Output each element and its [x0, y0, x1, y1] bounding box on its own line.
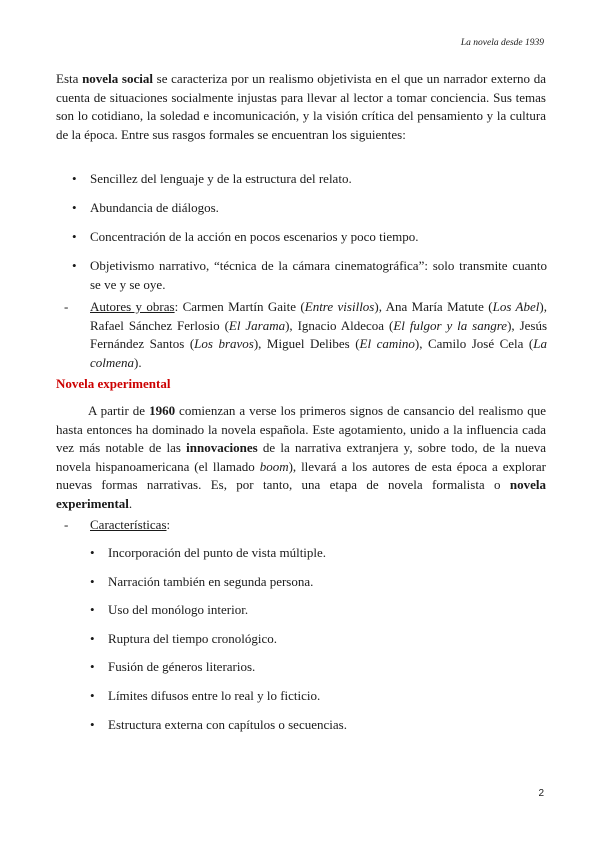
running-header: La novela desde 1939 [460, 38, 544, 48]
list-item: • Estructura externa con capítulos o secuencias. [90, 717, 347, 732]
list-item: • Narración también en segunda persona. [90, 574, 314, 589]
intro-paragraph: Esta novela social se caracteriza por un realismo objetivista en el que un narrador externo da cuenta de situaciones socialmente injustas para llevar al lector a tomar conciencia. Sus temas son lo cotidiano, la soledad e incomunicación, y la visión crítica del pensamiento y la cultura de la época. Entre sus rasgos formales se encuentran los siguientes: [56, 71, 546, 142]
section-heading: Novela experimental [56, 376, 171, 391]
list-item: • Incorporación del punto de vista múltiple. [90, 545, 327, 560]
list-item: • Abundancia de diálogos. [72, 200, 219, 215]
list-item: • Concentración de la acción en pocos escenarios y poco tiempo. [72, 229, 419, 244]
page-number: 2 [538, 788, 544, 799]
list-item: • Fusión de géneros literarios. [90, 659, 256, 674]
list-item: • Sencillez del lenguaje y de la estructura del relato. [72, 171, 352, 186]
list-item: • Uso del monólogo interior. [90, 602, 249, 617]
list-item: • Ruptura del tiempo cronológico. [90, 631, 277, 646]
list-item: • Límites difusos entre lo real y lo ficticio. [90, 688, 321, 703]
experimental-paragraph: A partir de 1960 comienzan a verse los primeros signos de cansancio del realismo que hasta entonces ha dominado la novela española. Este agotamiento, unido a la influencia cada vez más notable de las innovaciones de la narrativa extranjera y, sobre todo, de la nueva novela hispanoamericana (el llamado boom), llevará a los autores de esta época a explorar nuevas formas narrativas. Es, por tanto, una etapa de novela formalista o novela experimental. [56, 403, 547, 511]
features-label: - Características: [64, 517, 171, 532]
authors-item: - Autores y obras: Carmen Martín Gaite (Entre visillos), Ana María Matute (Los Abel), Rafael Sánchez Ferlosio (El Jarama), Ignacio Aldecoa (El fulgor y la sangre), Jesús Fernández Santos (Los bravos), Miguel Delibes (El camino), Camilo José Cela (La colmena). [64, 299, 548, 370]
list-item: • Objetivismo narrativo, “técnica de la cámara cinematográfica”: solo transmite cuanto se ve y se oye. [72, 258, 547, 292]
